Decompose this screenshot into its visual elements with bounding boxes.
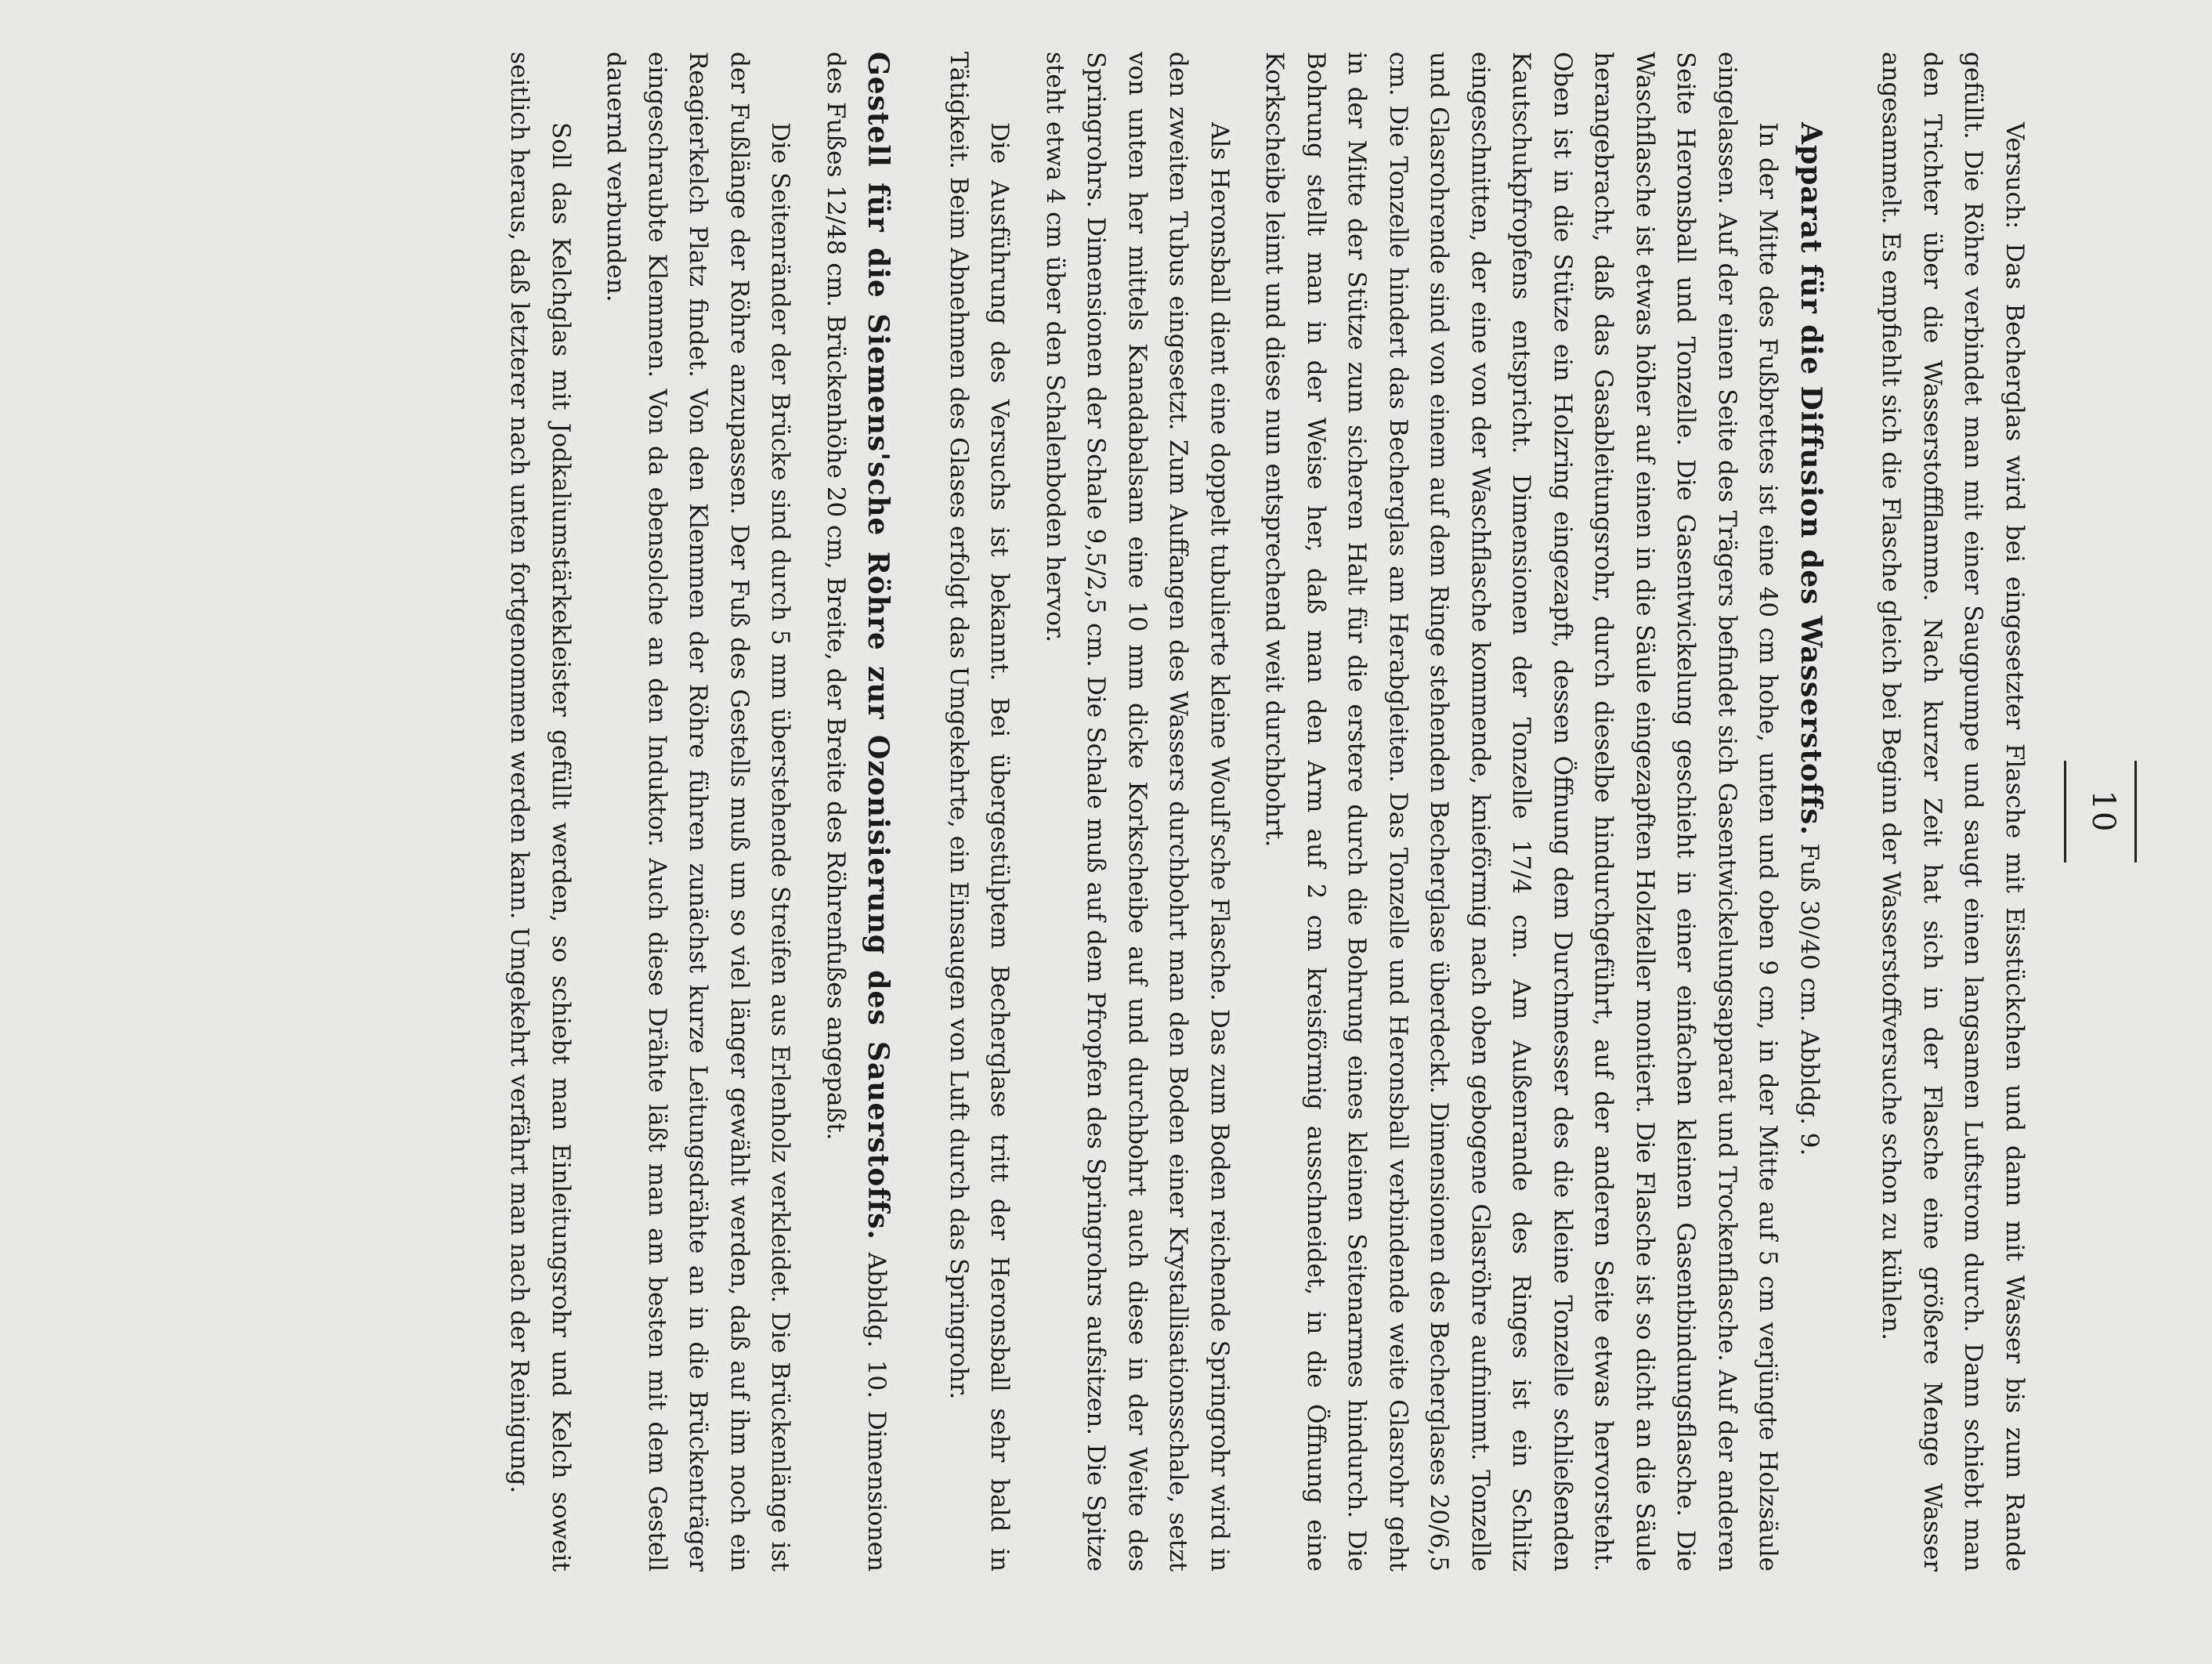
section-heading-diffusion [1789,52,1832,1572]
paragraph-heronsball [1035,52,1241,1572]
paragraph-kelchglas [499,52,581,1572]
paragraph-versuch [1870,52,2035,1572]
page-number-rule-bottom [2064,761,2066,863]
paragraph-text: Die Seitenränder der Brücke sind durch 5 mm überstehende Streifen aus Erlenholz verkleidet. Die Brückenlänge ist der Fußlänge der Röhre anzupassen. Der Fuß des Gestells muß um so viel länger gewählt werden, daß auf ihm noch ein Reagierkelch Platz findet. Von den Klemmen der Röhre führen zunächst kurze Leitungsdrähte an in die Brückenträger eingeschraubte Klemmen. Von da ebensolche an den Induktor. Auch diese Drähte läßt man am besten mit dem Gestell dauernd verbunden. [602,52,795,1572]
heading-text: Apparat für die Diffusion des Wasserstoffs. [1795,122,1827,836]
paragraph-text: Als Heronsball dient eine doppelt tubulierte kleine Woulf'sche Flasche. Das zum Boden reichende Springrohr wird in den zweiten Tubus eingesetzt. Zum Auffangen des Wassers durchbohrt man den Boden einer Krystallisationsschale, setzt von unten her mittels Kanadabalsam eine 10 mm dicke Korkscheibe auf und durchbohrt auch diese in der Weite des Springrohrs. Dimensionen der Schale 9,5/2,5 cm. Die Schale muß auf dem Pfropfen des Springrohrs aufsitzen. Die Spitze steht etwa 4 cm über den Schalenboden hervor. [1041,52,1234,1572]
paragraph-ausfuehrung [938,52,1021,1572]
page-body [499,52,2035,1572]
page-number-block [2043,44,2137,1579]
rotated-page-content [53,44,2137,1579]
paragraph-text: In der Mitte des Fußbrettes ist eine 40 cm hohe, unten und oben 9 cm, in der Mitte auf 5 cm verjüngte Holzsäule eingelassen. Auf der einen Seite des Trägers befindet sich Gasentwickelungsapparat und Trockenflasche. Auf der anderen Seite Heronsball und Tonzelle. Die Gasentwickelung geschieht in einer einfachen kleinen Gasentbindungsflasche. Die Waschflasche ist etwas höher auf einen in die Säule eingezapften Holzteller montiert. Die Flasche ist so dicht an die Säule herangebracht, daß das Gasableitungsrohr, durch dieselbe hindurchgeführt, auf der anderen Seite etwas hervorsteht. Oben ist in die Stütze ein Holzring eingezapft, dessen Öffnung dem Durchmesser des die kleine Tonzelle schließenden Kautschukpfropfens entspricht. Dimensionen der Tonzelle 17/4 cm. Am Außenrande des Ringes ist ein Schlitz eingeschnitten, der eine von der Waschflasche kommende, knieförmig nach oben gebogene Glasröhre aufnimmt. Tonzelle und Glasrohrende sind von einem auf dem Ringe stehenden Becherglase überdeckt. Dimensionen des Becherglases 20/6,5 cm. Die Tonzelle hindert das Becherglas am Herabgleiten. Das Tonzelle und Heronsball verbindende weite Glasrohr geht in der Mitte der Stütze zum sicheren Halt für die erstere durch die Bohrung eines kleinen Seitenarmes hindurch. Die Bohrung stellt man in der Weise her, daß man den Arm auf 2 cm kreisförmig ausschneidet, in die Öffnung eine Korkscheibe leimt und diese nun entsprechend weit durchbohrt. [1260,52,1783,1572]
section-heading-ozonisierung [815,52,899,1572]
page-number-rule-top [2134,761,2137,863]
paragraph-text: Soll das Kelchglas mit Jodkaliumstärkekleister gefüllt werden, so schiebt man Einleitungsrohr und Kelch soweit seitlich heraus, daß letzterer nach unten fortgenommen werden kann. Umgekehrt verfährt man nach der Reinigung. [505,52,575,1572]
heading-text: Gestell für die Siemens'sche Röhre zur Ozonisierung des Sauerstoffs. [862,52,895,1240]
paragraph-text: Versuch: Das Becherglas wird bei eingesetzter Flasche mit Eisstückchen und dann mit Wasser bis zum Rande gefüllt. Die Röhre verbindet man mit einer Saugpumpe und saugt einen langsamen Luftstrom durch. Dann schiebt man den Trichter über die Wasserstoffflamme. Nach kurzer Zeit hat sich in der Flasche eine größere Menge Wasser angesammelt. Es empfiehlt sich die Flasche gleich bei Beginn der Wasserstoffversuche schon zu kühlen. [1877,52,2029,1572]
heading-dimensions: Abbldg. 10. Dimensionen des Fußes 12/48 cm. Brückenhöhe 20 cm, Breite, der Breite des Röhrenfußes angepaßt. [822,52,891,1572]
paragraph-holzsaeule [1254,52,1789,1572]
heading-dimensions: Fuß 30/40 cm. Abbldg. 9. [1795,843,1823,1156]
paragraph-seitenraender [595,52,801,1572]
page-number: 10 [2085,790,2121,834]
paragraph-text: Die Ausführung des Versuchs ist bekannt. Bei übergestülptem Becherglase tritt der Heronsball sehr bald in Tätigkeit. Beim Abnehmen des Glases erfolgt das Umgekehrte, ein Einsaugen von Luft durch das Springrohr. [945,52,1014,1572]
